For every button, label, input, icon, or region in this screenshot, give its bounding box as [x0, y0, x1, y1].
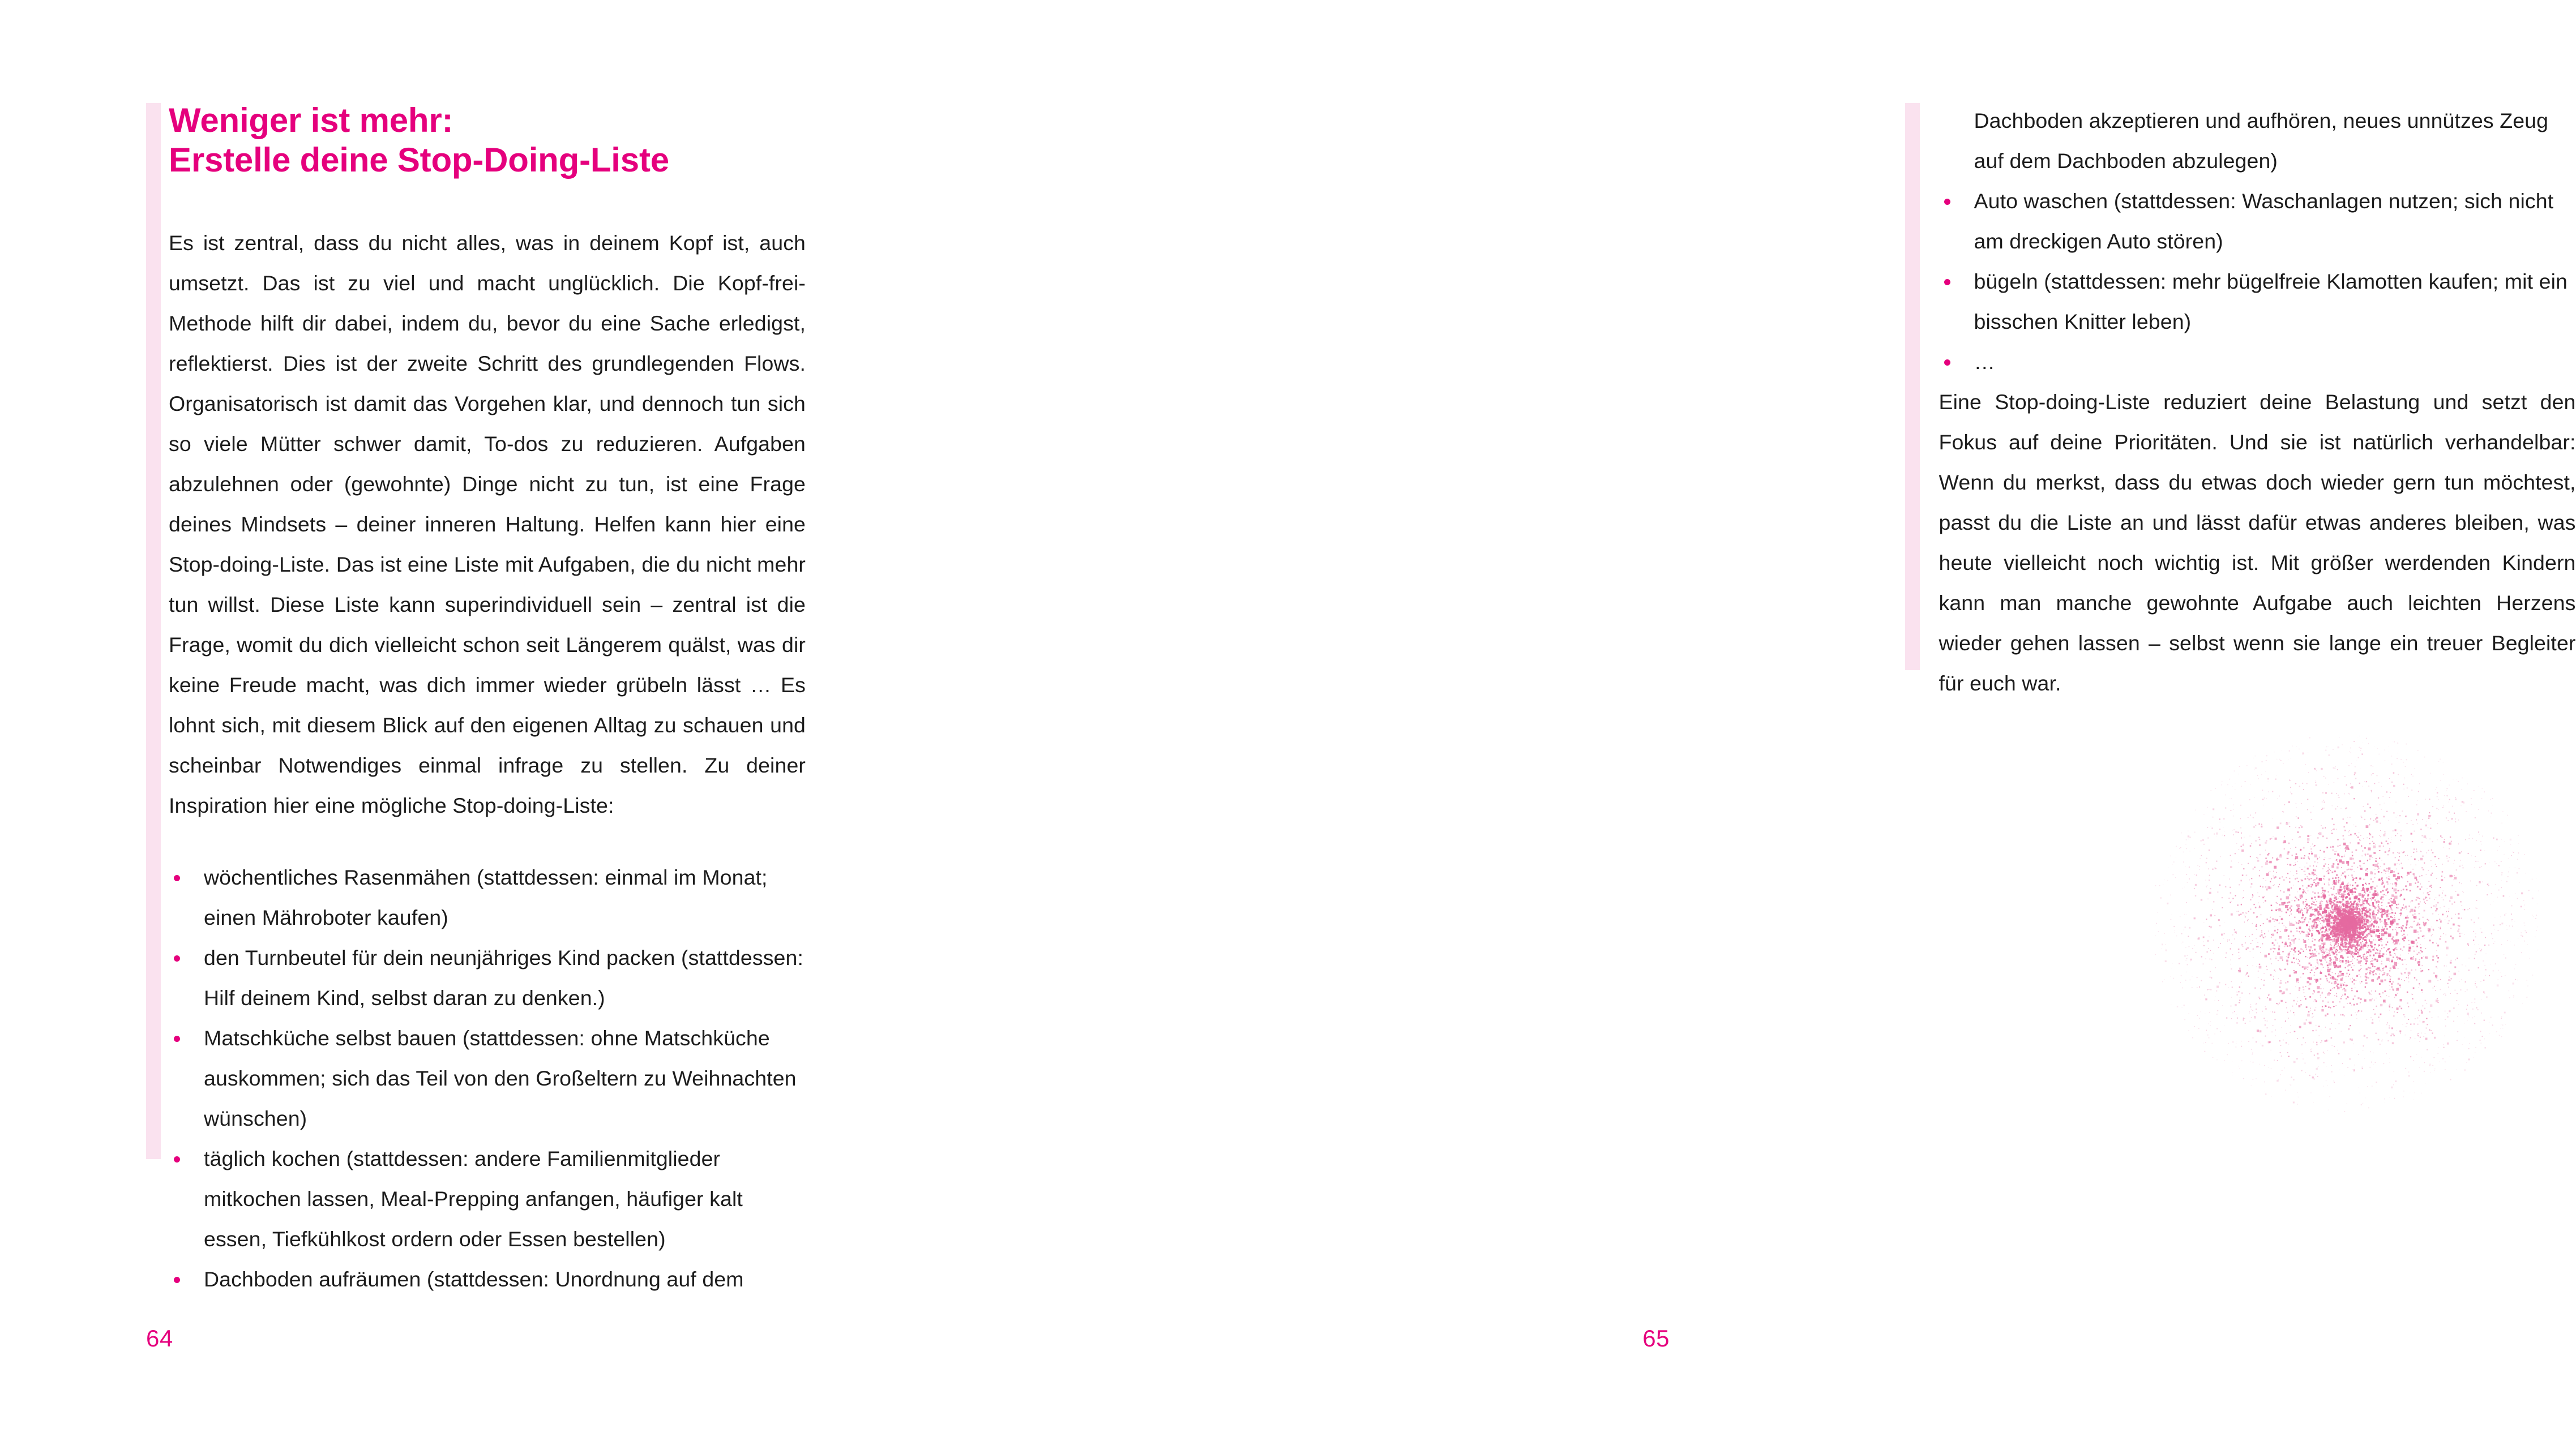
- closing-paragraph: Eine Stop-doing-Liste reduziert deine Belastung und setzt den Fokus auf deine Prioritäten. Und sie ist natürlich verhandelbar: Wenn du merkst, dass du etwas doch wieder gern tun möchtest, passt du die Liste an und lässt dafür etwas anderes bleiben, was heute vielleicht noch wichtig ist. Mit größer werdenden Kindern kann man manche gewohnte Aufgabe auch leichten Herzens wieder gehen lassen – selbst wenn sie lange ein treuer Begleiter für euch war.: [1939, 390, 2576, 695]
- bullet-dot-icon: [1944, 359, 1950, 366]
- list-item-continuation-label: Dachboden akzeptieren und aufhören, neues unnützes Zeug auf dem Dachboden abzulegen): [1974, 109, 2549, 173]
- list-item-label: den Turnbeutel für dein neunjähriges Kind packen (stattdessen: Hilf deinem Kind, selbst daran zu denken.): [204, 946, 803, 1010]
- right-page-text-column: [1939, 101, 2576, 704]
- list-item-label: wöchentliches Rasenmähen (stattdessen: einmal im Monat; einen Mähroboter kaufen): [204, 865, 768, 930]
- page-left: [0, 0, 903, 1437]
- bullet-dot-icon: [174, 875, 180, 881]
- list-item: [1939, 261, 2576, 342]
- list-item: [1939, 342, 2576, 382]
- left-page-accent-rule: [146, 103, 161, 1159]
- list-item-label: …: [1974, 350, 1996, 374]
- list-item-label: Auto waschen (stattdessen: Waschanlagen nutzen; sich nicht am dreckigen Auto stören): [1974, 189, 2554, 253]
- stop-doing-list-left: [169, 857, 806, 1299]
- list-item: [169, 1139, 806, 1259]
- bullet-dot-icon: [1944, 279, 1950, 285]
- page-title-line-1: Weniger ist mehr:: [169, 101, 453, 139]
- list-item: [169, 1018, 806, 1139]
- list-item: [169, 938, 806, 1018]
- page-number-left: 64: [146, 1325, 173, 1352]
- list-item: [169, 857, 806, 938]
- page-title-line-2: Erstelle deine Stop-Doing-Liste: [169, 141, 669, 179]
- list-item-label: Dachboden aufräumen (stattdessen: Unordnung auf dem: [204, 1267, 744, 1292]
- right-page-accent-rule: [1905, 103, 1920, 670]
- list-item-label: bügeln (stattdessen: mehr bügelfreie Klamotten kaufen; mit ein bisschen Knitter leben): [1974, 269, 2568, 333]
- page-title: [169, 101, 806, 180]
- page-right: [903, 0, 2576, 1437]
- list-item-label: täglich kochen (stattdessen: andere Familienmitglieder mitkochen lassen, Meal-Prepping anfangen, häufiger kalt essen, Tiefkühlkost ordern oder Essen bestellen): [204, 1147, 743, 1251]
- stop-doing-list-right: [1939, 101, 2576, 382]
- page-number-right: 65: [1642, 1325, 1670, 1352]
- list-item: [1939, 181, 2576, 261]
- pink-speckle-decoration: [2143, 719, 2551, 1126]
- list-item-continuation: [1939, 101, 2576, 181]
- list-item-label: Matschküche selbst bauen (stattdessen: ohne Matschküche auskommen; sich das Teil von den Großeltern zu Weihnachten wünschen): [204, 1026, 797, 1131]
- bullet-dot-icon: [1944, 199, 1950, 205]
- bullet-dot-icon: [174, 1277, 180, 1283]
- bullet-dot-icon: [174, 955, 180, 962]
- left-page-text-column: [169, 101, 806, 1299]
- list-item: [169, 1259, 806, 1299]
- bullet-dot-icon: [174, 1036, 180, 1042]
- bullet-dot-icon: [174, 1156, 180, 1163]
- intro-paragraph: Es ist zentral, dass du nicht alles, was in deinem Kopf ist, auch umsetzt. Das ist zu viel und macht unglücklich. Die Kopf-frei-Methode hilft dir dabei, indem du, bevor du eine Sache erledigst, reflektierst. Dies ist der zweite Schritt des grundlegenden Flows. Organisatorisch ist damit das Vorgehen klar, und dennoch tun sich so viele Mütter schwer damit, To-dos zu reduzieren. Aufgaben abzulehnen oder (gewohnte) Dinge nicht zu tun, ist eine Frage deines Mindsets – deiner inneren Haltung. Helfen kann hier eine Stop-doing-Liste. Das ist eine Liste mit Aufgaben, die du nicht mehr tun willst. Diese Liste kann superindividuell sein – zentral ist die Frage, womit du dich vielleicht schon seit Längerem quälst, was dir keine Freude macht, was dich immer wieder grübeln lässt … Es lohnt sich, mit diesem Blick auf den eigenen Alltag zu schauen und scheinbar Notwendiges einmal infrage zu stellen. Zu deiner Inspiration hier eine mögliche Stop-doing-Liste:: [169, 231, 806, 818]
